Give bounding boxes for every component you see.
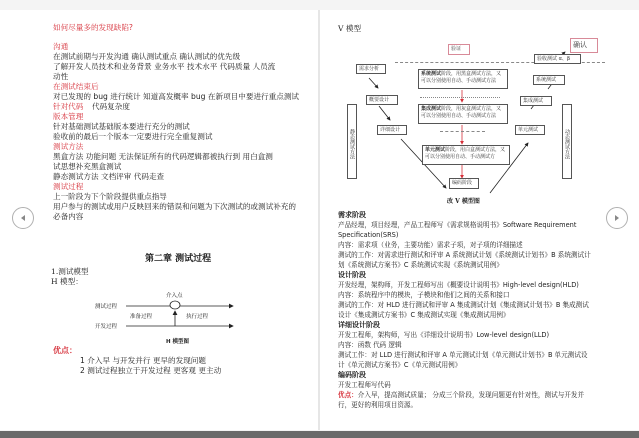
advantages-label: 优点：: [53, 345, 77, 355]
right-advantages-line2: 行，更好的利用项目资源。: [338, 401, 418, 409]
chevron-left-icon: [19, 214, 27, 222]
requirement-analysis-box: 需求分析: [356, 64, 386, 74]
phase-line: 内容：函数 代码 逻辑: [338, 341, 402, 349]
section-line: 试思想补充黑盒测试: [53, 162, 122, 171]
section-line: 了解开发人员技术和业务背景 业务水平 技术水平 代码质量 人员流: [53, 62, 276, 71]
advantage-item: 1 介入早 与开发并行 更早的发现问题: [80, 356, 206, 365]
phase-title: 详细设计阶段: [338, 321, 380, 329]
integration-test-desc-box: [418, 104, 508, 124]
section-line: 必备内容: [53, 212, 84, 221]
right-advantages-text: 介入早，提高测试质量； 分成三个阶段，发现问题更有针对性，测试与开发并: [357, 391, 585, 399]
phase-line: 测试的工作：对 HLD 进行测试和评审 A 集成测试计划《集成测试计划书》B 集成测试: [338, 301, 589, 309]
confirm-box: 确认: [570, 38, 598, 53]
acceptance-test-box: 验收测试 α、β: [534, 54, 581, 64]
coding-box: 编码阶段: [449, 178, 479, 189]
phase-line: 划《系统测试方案书》C 系统测试实现《系统测试用例》: [338, 261, 503, 269]
detail-design-box: 详细设计: [377, 125, 407, 135]
section-line: 动性: [53, 72, 69, 81]
unit-test-desc-bold: 单元测试: [425, 147, 446, 153]
chevron-right-icon: [613, 214, 621, 222]
phase-title: 设计阶段: [338, 271, 366, 279]
prev-page-button[interactable]: [12, 207, 34, 229]
integration-test-box: 集成测试: [520, 96, 552, 106]
phase-line: 测试的工作：对需求进行测试和评审 A 系统测试计划《系统测试计划书》B 系统测试计: [338, 251, 591, 259]
v-model-title: V 模型: [338, 24, 362, 33]
execute-process-label: 执行过程: [186, 314, 209, 320]
next-page-button[interactable]: [606, 207, 628, 229]
phase-line: Specification(SRS): [338, 231, 399, 239]
phase-line: 设计《集成测试方案书》C 集成测试实现《集成测试用例》: [338, 311, 510, 319]
test-process-label: 测试过程: [95, 304, 118, 310]
phase-title: 需求阶段: [338, 211, 366, 219]
section-line: 黑盒方法 功能问题 无法保证所有的代码逻辑都被执行到 用白盒测: [53, 152, 273, 161]
section-line: 在测试前期与开发沟通 确认测试重点 确认测试的优先级: [53, 52, 241, 61]
verify-box: 验证: [448, 44, 470, 55]
section-heading: 测试方法: [53, 142, 84, 151]
question-heading: 如何尽量多的发现缺陷?: [53, 23, 133, 32]
system-test-box: 系统测试: [533, 75, 565, 85]
section-line: 代码复杂度: [92, 102, 130, 111]
phase-line: 开发工程师，架构师，写出《详细设计说明书》Low-level design(LLD): [338, 331, 550, 339]
integration-test-desc-text: 阶段，用灰盒测试方法，又可以分别使用自动、手动测试方法: [421, 106, 502, 119]
chapter-title: 第二章 测试过程: [145, 254, 212, 264]
phase-line: 内容：系统程序中的模块，子模块和他们之间的关系和接口: [338, 291, 510, 299]
dynamic-methods-box: 动态测试方法: [562, 104, 572, 179]
section-heading: 测试过程: [53, 182, 84, 191]
right-advantages-label: 优点：: [338, 391, 358, 399]
intervention-point-label: 介入点: [166, 293, 183, 299]
h-model-label: H 模型：: [51, 277, 83, 286]
prepare-process-label: 准备过程: [130, 314, 153, 320]
dev-process-label: 开发过程: [95, 324, 118, 330]
section-heading: 沟通: [53, 42, 69, 51]
integration-test-desc-bold: 集成测试: [421, 106, 442, 112]
unit-test-desc-text: 阶段，用白盒测试方法，又可以分别使用自动、手动测试方: [425, 147, 506, 160]
section-line: 针对基础测试基础版本要进行充分的测试: [53, 122, 190, 131]
phase-line: 计《单元测试方案书》C《单元测试用例》: [338, 361, 462, 369]
phase-title: 编码阶段: [338, 371, 366, 379]
static-methods-box: 静态测试方法: [347, 104, 357, 179]
phase-line: 产品经理，项目经理，产品工程师写《需求规格说明书》Software Requirement: [338, 221, 577, 229]
system-test-desc-box: [418, 69, 508, 89]
unit-test-desc-box: [422, 145, 510, 165]
h-model-caption: H 模型图: [166, 339, 190, 345]
phase-line: 内容：需求项（业务，主要功能）需求子项，对子项的详细描述: [338, 241, 523, 249]
phase-line: 测试工作：对 LLD 进行测试和评审 A 单元测试计划《单元测试计划书》B 单元测试设: [338, 351, 588, 359]
unit-test-box: 单元测试: [515, 125, 545, 135]
section-heading: 版本管理: [53, 112, 84, 121]
phase-line: 开发工程师写代码: [338, 381, 391, 389]
section-line: 用户参与的测试或用户反映回来的错误和问题为下次测试的或测试补充的: [53, 202, 296, 211]
right-advantages-line: [338, 390, 584, 400]
section-heading: 针对代码: [53, 102, 84, 111]
system-test-desc-text: 阶段，用黑盒测试方法，又可以分别使用自动、手动测试方法: [421, 71, 502, 84]
section-line: 上一阶段为下个阶段提供重点指导: [53, 192, 167, 201]
model-heading: 1.测试模型: [51, 267, 89, 276]
v-model-caption: 改 V 模型图: [447, 198, 480, 205]
section-line: 验收前的最后一个版本一定要进行完全重复测试: [53, 132, 213, 141]
section-line: 对已发现的 bug 进行统计 知道高发概率 bug 在新项目中要进行重点测试: [53, 92, 300, 101]
system-test-desc-bold: 系统测试: [421, 71, 442, 77]
section-line: 静态测试方法 文档评审 代码走查: [53, 172, 165, 181]
advantage-item: 2 测试过程独立于开发过程 更客观 更主动: [80, 366, 222, 375]
bottom-bar: [0, 431, 639, 438]
dotted-line: [420, 97, 500, 98]
dashed-line: [440, 131, 485, 132]
outline-design-box: 概要设计: [366, 95, 398, 105]
section-heading: 在测试结束后: [53, 82, 99, 91]
phase-line: 开发经理，架构师，开发工程师写出《概要设计说明书》High-level design(HLD): [338, 281, 579, 289]
